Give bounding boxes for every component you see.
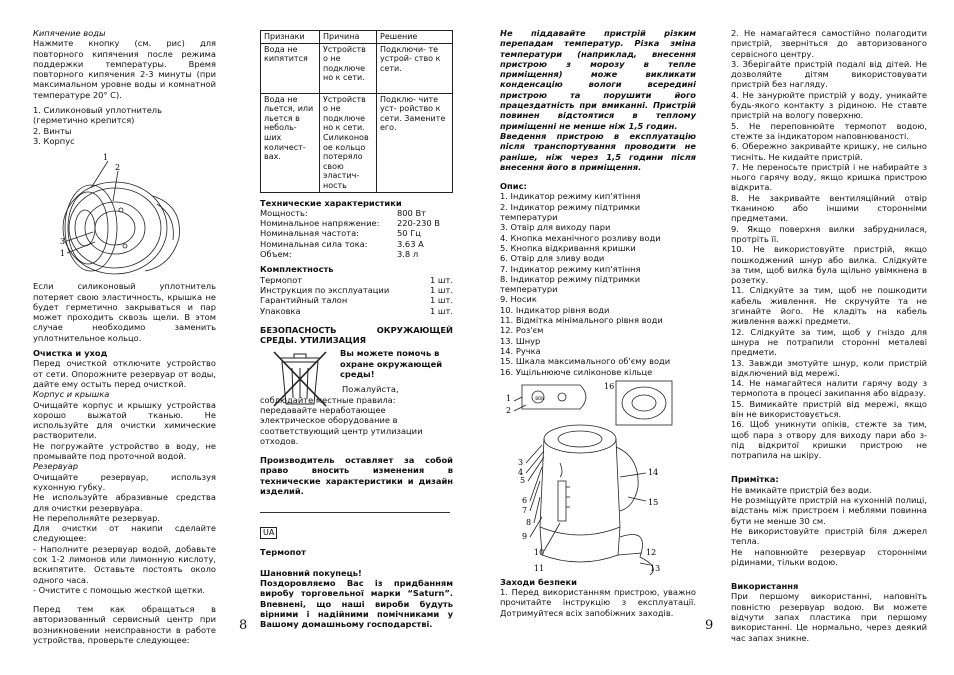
figure-label: 7 [522,505,528,515]
table-cell: Устройств о не подключе но к сети. Силиконов ое кольцо потеряло свою эластич- ность [320,93,377,192]
lid-seal-illustration [33,146,216,281]
table-row [261,93,453,192]
maker-notice: Производитель оставляет за собой право вносить изменения в технические характеристики и дизайн изделий. [260,455,453,497]
safety-item: 9. Якщо поверхня вилки забруднилася, протріть її. [731,223,927,244]
desc-item: 16. Ущільнююче силіконове кільце [500,366,653,377]
desc-item: 1. Індикатор режиму кип'ятіння [500,191,641,202]
desc-item: 6. Отвір для зливу води [500,253,605,264]
boil-title: Кипячение воды [33,28,106,38]
figure-label: 9 [522,531,528,541]
desc-item: 5. Кнопка відкривання кришки [500,242,636,253]
spec-row: Номинальное напряжение: 220-230 В [260,218,440,229]
troubleshooting-table [260,30,453,193]
panel-boil-label: BOIL [535,395,545,401]
desc-item: 10. Індикатор рівня води [500,304,610,315]
desc-item: 7. Індикатор режиму кип'ятіння [500,263,641,274]
safety-item: 7. Не переносьте пристрій і не набирайте з нього гарячу воду, якщо кришка пристрою відкрита. [731,161,927,193]
service-text: Перед тем как обращаться в авторизованный сервисный центр при возникновении неисправности в работе устройства, проверьте следующее: [33,604,216,646]
figure-label: 13 [650,563,661,573]
desc-item: 8. Індикатор режиму підтримки температури [500,273,641,295]
figure-label: 10 [534,547,545,557]
tank-line: Не переполняйте резервуар. [33,512,161,523]
middle-column [260,30,453,629]
safety-item: 14. Не намагайтеся налити гарячу воду з термопота в процесі закипання або відразу. [731,378,927,399]
warn-text-2: Введення пристрою в експлуатацію після транспортування проводити не раніше, ніж через 1,5 години після внесення його в приміщення. [500,130,696,172]
desc-item: 3. Отвір для виходу пари [500,222,611,233]
part-item: 1. Силиконовый уплотнитель (герметично крепится) [33,105,162,126]
table-cell: Подклю- чите уст- ройство к сети. Замените его. [377,93,453,192]
safety-item: 8. Не закривайте вентиляційний отвір тканиною або іншими сторонніми предметами. [731,192,927,224]
figure-label: 1 [103,153,109,163]
body-text: Очищайте корпус и крышку устройства хорошо выжатой тканью. Не используйте для очистки химические растворители. [33,399,216,441]
tank-line: Очищайте резервуар, используя кухонную губку. [33,471,216,492]
part-item: 3. Корпус [33,135,75,146]
figure-label: 4 [518,467,524,477]
table-header: Признаки [261,31,320,44]
kit-title: Комплектность [260,264,334,275]
note-line: Не наповнюйте резервуар сторонніми рідинами, тільки водою. [731,546,927,567]
safety-item: 10. Не використовуйте пристрій, якщо пошкоджений шнур або вилка. Слідкуйте за тим, щоб вилка була щільно увімкнена в розетку. [731,244,927,286]
desc-item: 13. Шнур [500,335,541,346]
safety-item: 4. Не занурюйте пристрій у воду, уникайте будь-якого контакту з рідиною. Не ставте пристрій на вологу поверхню. [731,89,927,121]
note-line: Не використовуйте пристрій біля джерел тепла. [731,525,927,547]
care-text: Перед очисткой отключите устройство от сети. Опорожните резервуар от воды, дайте ему остыть перед очисткой. [33,358,216,389]
safety-item: 2. Не намагайтеся самостійно полагодити пристрій, зверніться до авторизованого сервісного центру. [731,28,927,59]
figure-label: 3 [60,237,66,247]
spec-row: Объем: 3.8 л [260,249,419,260]
warn-text: Не піддавайте пристрій різким перепадам температур. Різка зміна температури (наприклад, внесення пристрою з морозу в тепле приміщення) може викликати конденсацію вологи всередині пристрою та порушити його працездатність при вмиканні. Пристрій повинен відстоятися в теплому приміщенні не менше ніж 1,5 годин. [500,28,696,131]
ua-title: Термопот [260,547,306,558]
table-cell: Вода не льется, или льется в неболь- ших количест- вах. [261,93,320,192]
part-item: 2. Винты [33,125,72,136]
safety-item: 3. Зберігайте пристрій подалі від дітей. Не дозволяйте дітям використовувати пристрій без нагляду. [731,58,927,90]
page-number: 8 [239,618,248,633]
safety-item: 6. Обережно закривайте кришку, не сильно тисніть. Не кидайте пристрій. [731,141,927,162]
figure-label: 5 [520,475,526,485]
right-column-2 [731,28,927,643]
greeting: Шановний покупець! [260,567,362,578]
tank-line: Не используйте абразивные средства для очистки резервуара. [33,492,216,513]
use-text: При першому використанні, наповніть повністю резервуар водою. Ви можете відчути запах пластика при першому використанні. Це нормально, через деякий час запах зникне. [731,591,927,643]
figure-label: 1 [60,249,66,259]
figure-label: 6 [522,495,528,505]
thermopot-figure [500,377,696,577]
right-column-1 [500,28,696,618]
lid-figure [33,146,216,281]
spec-title: Технические характеристики [260,197,402,208]
figure-label: 8 [526,517,532,527]
note-line: Не розміщуйте пристрій на кухонній полиці, відстань між пристроєм і меблями повинна бути не менше 30 см. [731,495,927,526]
desc-item: 9. Носик [500,294,537,305]
desc-item: 12. Роз'єм [500,325,544,336]
kit-row: Упаковка 1 шт. [260,305,453,316]
kit-row: Гарантийный талон 1 шт. [260,295,453,306]
thermopot-illustration [500,377,696,577]
safety-text: 1. Перед використанням пристрою, уважно прочитайте інструкцію з експлуатації. Дотримуйтеся всіх запобіжних заходів. [500,587,696,618]
table-row [261,43,453,93]
tank-line: - Очистите с помощью жесткой щетки. [33,584,206,595]
figure-label: 3 [518,457,524,467]
spec-row: Номинальная сила тока: 3.63 А [260,238,424,249]
safety-item: 16. Щоб уникнути опіків, стежте за тим, щоб пара з отвору для виходу пари або з-під відкритої кришки пристрою не потрапила на шкіру. [731,419,927,461]
table-header: Причина [320,31,377,44]
desc-item: 14. Ручка [500,345,541,356]
desc-item: 2. Індикатор режиму підтримки температури [500,201,641,223]
no-submerge-text: Не погружайте устройство в воду, не промывайте под проточной водой. [33,440,216,462]
left-column [33,28,216,645]
figure-label: 16 [604,381,615,391]
table-header: Решение [377,31,453,44]
safety-item: 13. Завжди змотуйте шнур, коли пристрій відключений від мережі. [731,357,927,378]
figure-label: 12 [646,547,657,557]
table-cell: Устройств о не подключе но к сети. [320,43,377,93]
care-title: Очистка и уход [33,348,108,359]
table-cell: Подключи- те устрой- ство к сети. [377,43,453,93]
tank-line: Для очистки от накипи сделайте следующее: [33,523,216,544]
safety-item: 12. Слідкуйте за тим, щоб у гніздо для шнура не потрапили сторонні металеві предмети. [731,326,927,358]
kit-row: Инструкция по эксплуатации 1 шт. [260,284,453,295]
tank-line: - Наполните резервуар водой, добавьте сок 1-2 лимонов или лимонную кислоту, вскипятите. Оставьте постоять около одного часа. [33,543,216,585]
seal-text: Если силиконовый уплотнитель потеряет свою эластичность, крышка не будет герметично закрываться и пар может проходить сквозь щели. В этом случае необходимо заменить уплотнительное кольцо. [33,281,216,343]
note-line: Не вмикайте пристрій без води. [731,484,872,495]
figure-label: 15 [648,497,659,507]
figure-label: 14 [648,467,659,477]
body-title: Корпус и крышка [33,389,110,400]
language-badge: UA [260,527,277,539]
page-number: 9 [705,618,714,633]
desc-title: Опис: [500,181,527,192]
congrats-text: Поздоровляємо Вас із придбанням виробу торговельної марки “Saturn”. Впевнені, що наші вироби будуть вірними і надійними помічниками у Вашому домашньому господарстві. [260,577,453,630]
desc-item: 11. Відмітка мінімального рівня води [500,315,663,326]
eco-title: БЕЗОПАСНОСТЬ ОКРУЖАЮЩЕЙ СРЕДЫ. УТИЛИЗАЦИЯ [260,324,453,346]
figure-label: 1 [506,393,512,403]
figure-label: 2 [506,405,512,415]
figure-label: 2 [115,163,121,173]
safety-item: 5. Не переповнюйте термопот водою, стежте за індикатором наповнюваності. [731,120,927,141]
use-title: Використання [731,581,799,592]
spec-row: Мощность: 800 Вт [260,207,426,218]
safety-item: 11. Слідкуйте за тим, щоб не пошкодити кабель живлення. Не скручуйте та не згинайте його. Не кладіть на кабель живлення важкі предмети. [731,285,927,327]
eco-text: Пожалуйста, соблюдайте местные правила: передавайте неработающее электрическое оборудование в соответствующий центр утилизации отходов. [260,384,423,446]
boil-text: Нажмите кнопку (см. рис) для повторного кипячения после режима поддержки температуры. Время повторного кипячения 2-3 минуты (при максимальном уровне воды и комнатной температуре 20° С). [33,38,216,100]
note-title: Примітка: [731,474,779,485]
safety-title: Заходи безпеки [500,576,577,587]
spec-row: Номинальная частота: 50 Гц [260,228,421,239]
kit-row: Термопот 1 шт. [260,274,453,285]
figure-label: 11 [534,563,545,573]
table-header-row [261,31,453,44]
table-cell: Вода не кипятится [261,43,320,93]
desc-item: 15. Шкала максимального об'єму води [500,356,671,367]
safety-item: 15. Вимикайте пристрій від мережі, якщо він не використовується. [731,398,927,419]
tank-title: Резервуар [33,461,79,472]
eco-bold-text: Вы можете помочь в охране окружающей среды! [340,348,443,379]
desc-item: 4. Кнопка механічного розливу води [500,232,661,243]
